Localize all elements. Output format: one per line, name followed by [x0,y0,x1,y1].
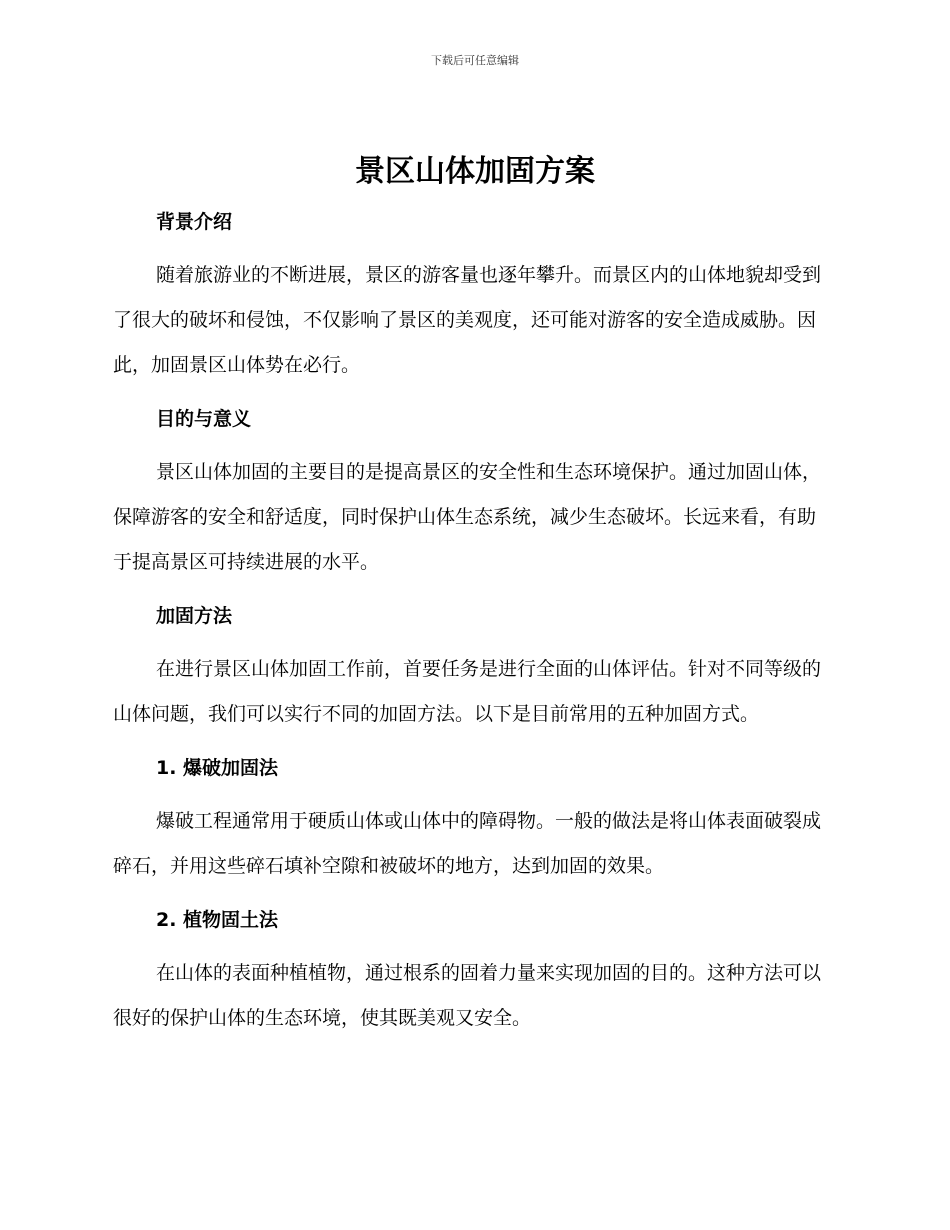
page-header: 下载后可任意编辑 [431,54,519,67]
document-title: 景区山体加固方案 [355,154,595,189]
section-heading-vegetation: 2. 植物固土法 [156,909,279,931]
paragraph-background: 随着旅游业的不断进展，景区的游客量也逐年攀升。而景区内的山体地貌却受到了很大的破坏和侵蚀，不仅影响了景区的美观度，还可能对游客的安全造成威胁。因此，加固景区山体势在必行。 [113,264,822,376]
paragraph-purpose: 景区山体加固的主要目的是提高景区的安全性和生态环境保护。通过加固山体，保障游客的安全和舒适度，同时保护山体生态系统，减少生态破坏。长远来看，有助于提高景区可持续进展的水平。 [113,461,822,573]
section-heading-methods: 加固方法 [156,605,233,627]
section-heading-purpose: 目的与意义 [156,408,252,430]
paragraph-vegetation: 在山体的表面种植植物，通过根系的固着力量来实现加固的目的。这种方法可以很好的保护山体的生态环境，使其既美观又安全。 [113,962,822,1029]
section-heading-blasting: 1. 爆破加固法 [156,757,279,779]
document-body [113,202,833,1052]
paragraph-blasting: 爆破工程通常用于硬质山体或山体中的障碍物。一般的做法是将山体表面破裂成碎石，并用这些碎石填补空隙和被破坏的地方，达到加固的效果。 [113,810,822,877]
section-heading-background: 背景介绍 [156,211,233,233]
paragraph-methods: 在进行景区山体加固工作前，首要任务是进行全面的山体评估。针对不同等级的山体问题，我们可以实行不同的加固方法。以下是目前常用的五种加固方式。 [113,658,822,725]
